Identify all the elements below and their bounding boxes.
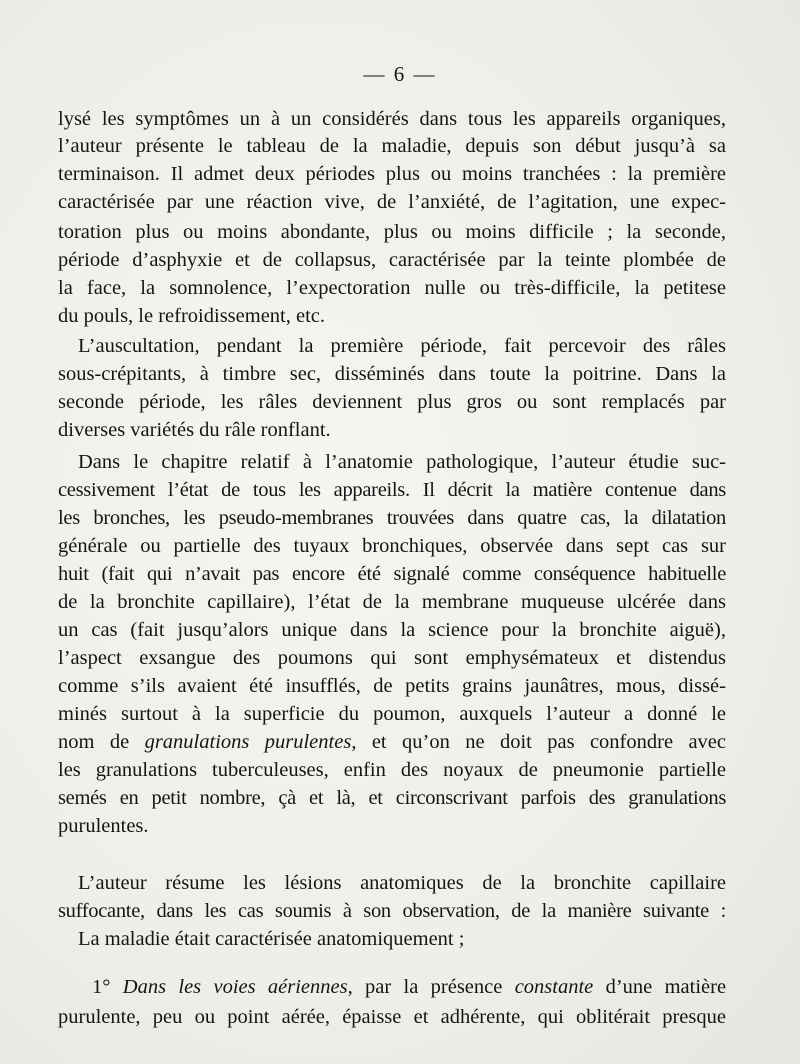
text-line: caractérisée par une réaction vive, de l’anxiété, de l’agitation, une expec- [58,191,726,213]
list-number: 1° [92,976,111,998]
text-line: la face, la somnolence, l’expectoration nulle ou très-difficile, la petitese [58,277,726,299]
text-line: suffocante, dans les cas soumis à son observation, de la manière suivante : [58,900,726,922]
text-line: du pouls, le refroidissement, etc. [58,305,326,327]
text-line [92,974,726,1000]
text-line [58,729,726,755]
text-line: L’auteur résume les lésions anatomiques de la bronchite capillaire [78,872,726,894]
text-segment: nom de [58,731,130,753]
text-line: générale ou partielle des tuyaux bronchiques, observée dans sept cas sur [58,535,726,557]
text-line: Dans le chapitre relatif à l’anatomie pathologique, l’auteur étudie suc- [78,451,726,473]
text-segment: d’une matière [605,976,727,998]
text-line: diverses variétés du râle ronflant. [58,419,331,441]
text-segment: , par la présence [347,976,503,998]
italic-term: granulations purulentes [144,731,352,753]
text-line: un cas (fait jusqu’alors unique dans la science pour la bronchite aiguë), [58,619,726,641]
text-line: purulentes. [58,815,149,837]
text-line: seconde période, les râles deviennent plus gros ou sont remplacés par [58,391,726,413]
text-line: cessivement l’état de tous les appareils. Il décrit la matière contenue dans [58,479,726,501]
text-line: huit (fait qui n’avait pas encore été signalé comme conséquence habituelle [58,563,726,585]
text-line: l’auteur présente le tableau de la maladie, depuis son début jusqu’à sa [58,135,726,157]
text-line: période d’asphyxie et de collapsus, caractérisée par la teinte plombée de [58,249,726,271]
text-line: les bronches, les pseudo-membranes trouvées dans quatre cas, la dilatation [58,507,726,529]
text-line: minés surtout à la superficie du poumon, auxquels l’auteur a donné le [58,703,726,725]
italic-term: constante [514,976,594,998]
page-number: — 6 — [363,62,437,86]
text-line: sous-crépitants, à timbre sec, disséminés dans toute la poitrine. Dans la [58,363,726,385]
text-line: les granulations tuberculeuses, enfin des noyaux de pneumonie partielle [58,759,726,781]
text-line: lysé les symptômes un à un considérés dans tous les appareils organiques, [58,108,726,130]
text-segment: , et qu’on ne doit pas confondre avec [351,731,726,753]
text-line: purulente, peu ou point aérée, épaisse et adhérente, qui oblitérait presque [58,1006,726,1028]
text-line: comme s’ils avaient été insufflés, de petits grains jaunâtres, mous, dissé- [58,675,726,697]
text-line: semés en petit nombre, çà et là, et circonscrivant parfois des granulations [58,787,726,809]
text-line: de la bronchite capillaire), l’état de la membrane muqueuse ulcérée dans [58,591,726,613]
italic-term: Dans les voies aériennes [122,976,348,998]
text-line: toration plus ou moins abondante, plus ou moins difficile ; la seconde, [58,221,726,243]
text-line: L’auscultation, pendant la première période, fait percevoir des râles [78,335,726,357]
text-line: La maladie était caractérisée anatomiquement ; [78,928,465,950]
text-line: l’aspect exsangue des poumons qui sont emphysémateux et distendus [58,647,726,669]
text-line: terminaison. Il admet deux périodes plus ou moins tranchées : la première [58,163,726,185]
